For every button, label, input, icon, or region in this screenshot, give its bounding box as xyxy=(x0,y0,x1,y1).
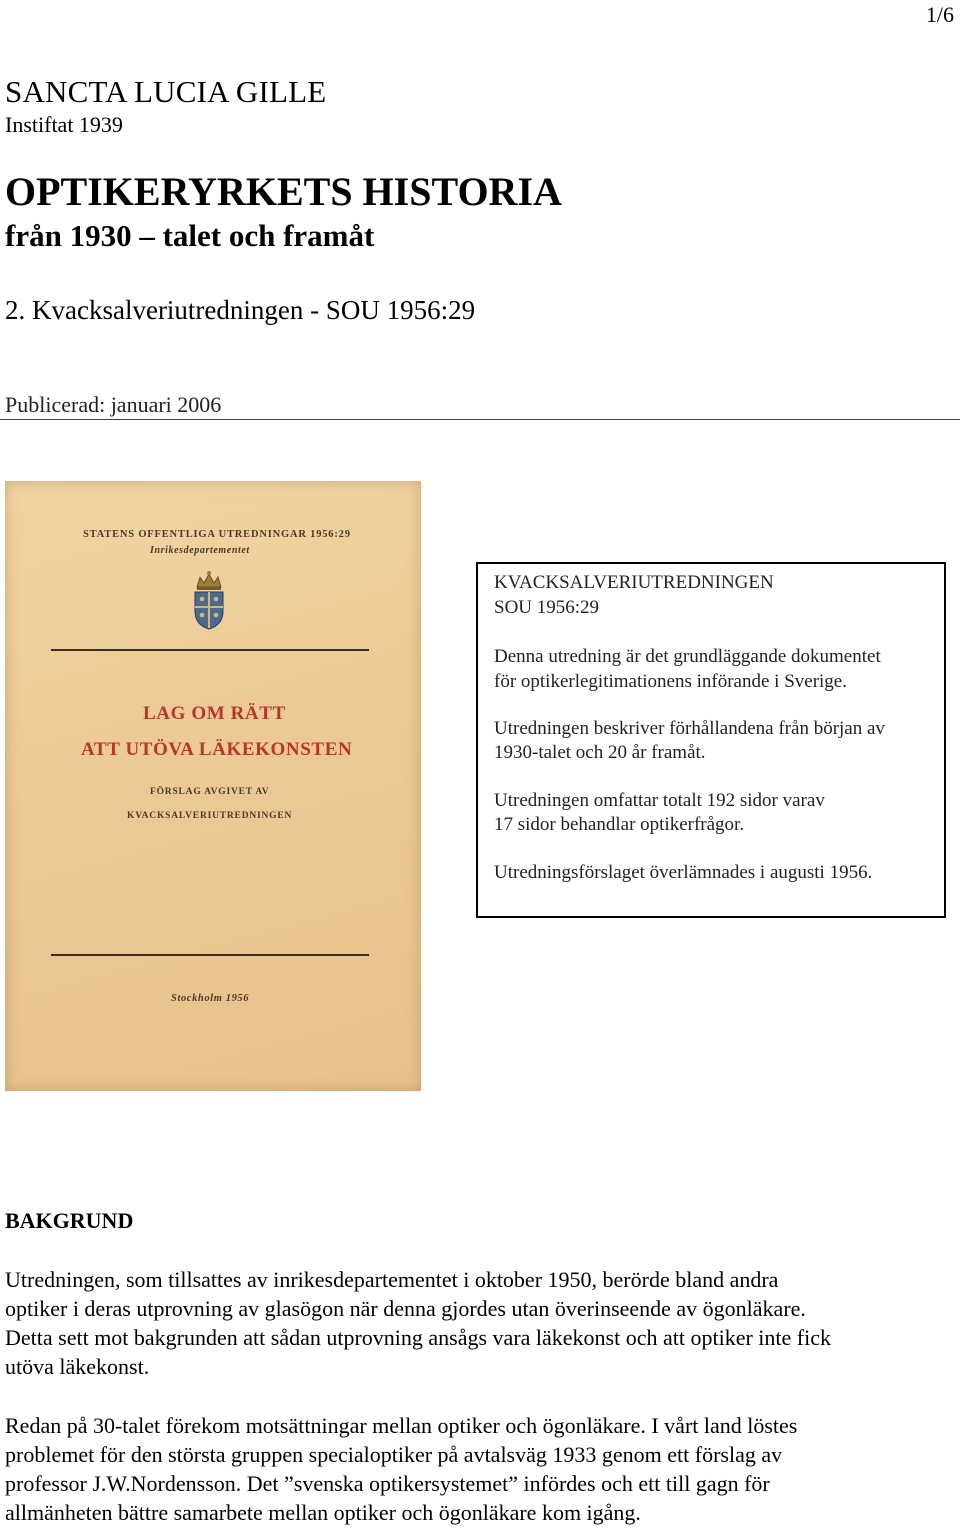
page-number: 1/6 xyxy=(925,2,954,27)
info-text: Utredningsförslaget överlämnades i augusti 1956. xyxy=(494,862,873,883)
organization-name: SANCTA LUCIA GILLE xyxy=(5,74,327,109)
body-paragraph-1 xyxy=(5,1265,957,1381)
paragraph-line: utöva läkekonst. xyxy=(5,1354,150,1379)
paragraph-line: professor J.W.Nordensson. Det ”svenska optikersystemet” infördes och ett till gagn för xyxy=(5,1471,770,1496)
paragraph-line: Redan på 30-talet förekom motsättningar mellan optiker och ögonläkare. I vårt land löstes xyxy=(5,1413,798,1438)
cover-place-year: Stockholm 1956 xyxy=(171,993,250,1004)
swedish-coat-of-arms-icon xyxy=(191,569,227,631)
cover-divider-top xyxy=(51,649,369,651)
document-subtitle: från 1930 – talet och framåt xyxy=(5,218,375,253)
info-text: Utredningen beskriver förhållandena från början av xyxy=(494,718,885,739)
info-title-line1: KVACKSALVERIUTREDNINGEN xyxy=(494,572,774,593)
info-text: 1930-talet och 20 år framåt. xyxy=(494,742,706,763)
cover-series: STATENS OFFENTLIGA UTREDNINGAR 1956:29 xyxy=(83,529,351,540)
cover-title-line2: ATT UTÖVA LÄKEKONSTEN xyxy=(81,739,353,760)
chapter-heading: 2. Kvacksalveriutredningen - SOU 1956:29 xyxy=(5,295,476,325)
cover-divider-bottom xyxy=(51,954,369,956)
info-box xyxy=(476,562,946,918)
info-text: Utredningen omfattar totalt 192 sidor varav xyxy=(494,790,825,811)
info-title-line2: SOU 1956:29 xyxy=(494,597,600,618)
paragraph-line: optiker i deras utprovning av glasögon när denna gjordes utan överinseende av ögonläkare. xyxy=(5,1296,806,1321)
info-text: Denna utredning är det grundläggande dokumentet xyxy=(494,646,881,667)
book-cover-image xyxy=(5,481,421,1091)
info-text: för optikerlegitimationens införande i Sverige. xyxy=(494,671,847,692)
section-heading-bakgrund: BAKGRUND xyxy=(5,1208,134,1233)
paragraph-line: allmänheten bättre samarbete mellan optiker och ögonläkare kom igång. xyxy=(5,1500,641,1525)
cover-department: Inrikesdepartementet xyxy=(150,545,250,556)
paragraph-line: Detta sett mot bakgrunden att sådan utprovning ansågs vara läkekonst och att optiker inte fick xyxy=(5,1325,831,1350)
organization-founded: Instiftat 1939 xyxy=(5,112,123,137)
paragraph-line: Utredningen, som tillsattes av inrikesdepartementet i oktober 1950, berörde bland andra xyxy=(5,1267,779,1292)
document-title: OPTIKERYRKETS HISTORIA xyxy=(5,169,562,214)
cover-subtitle-line2: KVACKSALVERIUTREDNINGEN xyxy=(127,811,293,821)
cover-subtitle-line1: FÖRSLAG AVGIVET AV xyxy=(150,787,270,797)
header-divider xyxy=(0,419,960,420)
info-text: 17 sidor behandlar optikerfrågor. xyxy=(494,814,745,835)
cover-title-line1: LAG OM RÄTT xyxy=(143,703,286,724)
published-date: Publicerad: januari 2006 xyxy=(5,392,222,417)
paragraph-line: problemet för den största gruppen specialoptiker på avtalsväg 1933 genom ett förslag av xyxy=(5,1442,783,1467)
body-paragraph-2 xyxy=(5,1411,957,1527)
